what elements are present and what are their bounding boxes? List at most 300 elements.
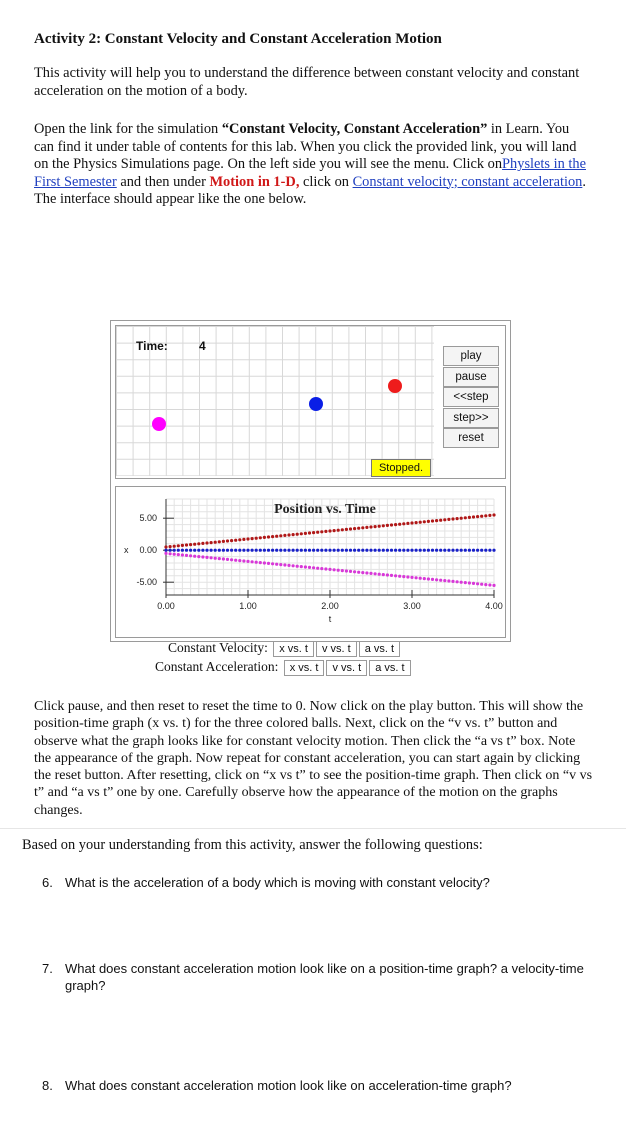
cv-a-vs-t-button[interactable]: a vs. t bbox=[359, 641, 400, 657]
red-point bbox=[316, 531, 319, 534]
blue-point bbox=[415, 549, 418, 552]
red-point bbox=[394, 523, 397, 526]
blue-point bbox=[222, 549, 225, 552]
magenta-point bbox=[439, 579, 442, 582]
magenta-point bbox=[456, 580, 459, 583]
instr-text-5: . The interface should appear like the one below. bbox=[34, 173, 586, 207]
red-point bbox=[451, 517, 454, 520]
red-point bbox=[447, 518, 450, 521]
magenta-point bbox=[210, 556, 213, 559]
x-tick-label: 3.00 bbox=[403, 601, 421, 611]
red-point bbox=[365, 526, 368, 529]
red-point bbox=[259, 536, 262, 539]
red-point bbox=[456, 517, 459, 520]
red-point bbox=[472, 515, 475, 518]
red-point bbox=[398, 523, 401, 526]
magenta-point bbox=[386, 573, 389, 576]
red-ball[interactable] bbox=[388, 379, 402, 393]
blue-point bbox=[345, 549, 348, 552]
magenta-point bbox=[189, 554, 192, 557]
magenta-point bbox=[357, 571, 360, 574]
red-point bbox=[415, 521, 418, 524]
blue-point bbox=[419, 549, 422, 552]
red-point bbox=[480, 515, 483, 518]
red-point bbox=[439, 519, 442, 522]
red-point bbox=[320, 530, 323, 533]
magenta-point bbox=[480, 583, 483, 586]
blue-point bbox=[361, 549, 364, 552]
blue-point bbox=[316, 549, 319, 552]
procedure-paragraph: Click pause, and then reset to reset the time to 0. Now click on the play button. This will show the position-time graph (x vs. t) for the three colored balls. Next, click on the “v vs. t” button and observe what the graph looks like for constant velocity motion. Then click the “a vs t” box. Note the appearance of the graph. Now repeat for constant acceleration, you can start again by clicking the reset button. After resetting, click on “x vs t” to see the position-time graph. Then click on “v vs t” and “a vs t” one by one. Carefully observe how the appearance of the motion on the graphs changes. bbox=[34, 699, 593, 818]
magenta-point bbox=[464, 581, 467, 584]
blue-point bbox=[398, 549, 401, 552]
blue-point bbox=[357, 549, 360, 552]
red-point bbox=[406, 522, 409, 525]
magenta-point bbox=[365, 571, 368, 574]
blue-point bbox=[304, 549, 307, 552]
blue-point bbox=[205, 549, 208, 552]
blue-point bbox=[451, 549, 454, 552]
magenta-point bbox=[246, 560, 249, 563]
red-point bbox=[431, 519, 434, 522]
y-tick-label: 5.00 bbox=[139, 513, 157, 524]
red-point bbox=[279, 534, 282, 537]
blue-point bbox=[410, 549, 413, 552]
magenta-point bbox=[201, 555, 204, 558]
blue-point bbox=[226, 549, 229, 552]
blue-point bbox=[394, 549, 397, 552]
play-button[interactable]: play bbox=[443, 346, 499, 366]
magenta-point bbox=[443, 579, 446, 582]
magenta-point bbox=[251, 560, 254, 563]
red-point bbox=[357, 527, 360, 530]
red-point bbox=[443, 518, 446, 521]
blue-point bbox=[492, 549, 495, 552]
instr-text-4: click on bbox=[299, 173, 353, 190]
blue-point bbox=[164, 549, 167, 552]
red-point bbox=[488, 514, 491, 517]
magenta-point bbox=[320, 567, 323, 570]
red-point bbox=[283, 534, 286, 537]
red-point bbox=[308, 531, 311, 534]
magenta-point bbox=[214, 557, 217, 560]
blue-point bbox=[263, 549, 266, 552]
magenta-point bbox=[279, 563, 282, 566]
magenta-point bbox=[259, 561, 262, 564]
red-point bbox=[193, 543, 196, 546]
blue-point bbox=[242, 549, 245, 552]
blue-point bbox=[402, 549, 405, 552]
magenta-point bbox=[394, 574, 397, 577]
red-point bbox=[312, 531, 315, 534]
red-point bbox=[197, 542, 200, 545]
ca-a-vs-t-button[interactable]: a vs. t bbox=[369, 660, 410, 676]
blue-ball[interactable] bbox=[309, 397, 323, 411]
magenta-point bbox=[226, 558, 229, 561]
magenta-point bbox=[234, 559, 237, 562]
question-8-number: 8. bbox=[42, 1078, 53, 1093]
magenta-point bbox=[468, 581, 471, 584]
blue-point bbox=[259, 549, 262, 552]
blue-point bbox=[423, 549, 426, 552]
blue-point bbox=[246, 549, 249, 552]
blue-point bbox=[488, 549, 491, 552]
red-point bbox=[361, 526, 364, 529]
constant-velocity-link[interactable]: Constant velocity; constant acceleration bbox=[352, 173, 583, 190]
magenta-point bbox=[287, 564, 290, 567]
red-point bbox=[484, 514, 487, 517]
y-tick-label: 0.00 bbox=[139, 545, 157, 556]
blue-point bbox=[337, 549, 340, 552]
magenta-point bbox=[345, 569, 348, 572]
blue-point bbox=[480, 549, 483, 552]
red-point bbox=[464, 516, 467, 519]
red-point bbox=[333, 529, 336, 532]
magenta-point bbox=[173, 553, 176, 556]
blue-point bbox=[234, 549, 237, 552]
question-6-number: 6. bbox=[42, 875, 53, 890]
red-point bbox=[353, 527, 356, 530]
magenta-point bbox=[181, 553, 184, 556]
red-point bbox=[378, 525, 381, 528]
blue-point bbox=[374, 549, 377, 552]
blue-point bbox=[197, 549, 200, 552]
blue-point bbox=[251, 549, 254, 552]
blue-point bbox=[238, 549, 241, 552]
position-time-chart bbox=[116, 487, 505, 637]
blue-point bbox=[193, 549, 196, 552]
blue-point bbox=[185, 549, 188, 552]
red-point bbox=[390, 523, 393, 526]
red-point bbox=[267, 535, 270, 538]
blue-point bbox=[292, 549, 295, 552]
magenta-point bbox=[193, 555, 196, 558]
blue-point bbox=[349, 549, 352, 552]
magenta-point bbox=[242, 559, 245, 562]
magenta-point bbox=[398, 575, 401, 578]
x-axis-label: t bbox=[328, 614, 332, 624]
red-point bbox=[402, 522, 405, 525]
red-point bbox=[242, 538, 245, 541]
blue-point bbox=[447, 549, 450, 552]
red-point bbox=[427, 520, 430, 523]
red-point bbox=[185, 543, 188, 546]
magenta-point bbox=[382, 573, 385, 576]
magenta-point bbox=[419, 577, 422, 580]
y-axis-label: x bbox=[124, 545, 129, 556]
blue-point bbox=[468, 549, 471, 552]
divider bbox=[0, 828, 626, 829]
magenta-point bbox=[410, 576, 413, 579]
red-point bbox=[468, 516, 471, 519]
magenta-point bbox=[353, 570, 356, 573]
magenta-point bbox=[415, 576, 418, 579]
magenta-point bbox=[460, 581, 463, 584]
blue-point bbox=[476, 549, 479, 552]
red-point bbox=[214, 541, 217, 544]
questions-intro: Based on your understanding from this activity, answer the following questions: bbox=[22, 837, 483, 853]
red-point bbox=[251, 537, 254, 540]
magenta-point bbox=[369, 572, 372, 575]
red-point bbox=[271, 535, 274, 538]
magenta-point bbox=[263, 561, 266, 564]
red-point bbox=[300, 532, 303, 535]
red-point bbox=[222, 540, 225, 543]
magenta-point bbox=[374, 572, 377, 575]
blue-point bbox=[214, 549, 217, 552]
red-point bbox=[226, 539, 229, 542]
cv-v-vs-t-button[interactable]: v vs. t bbox=[316, 641, 357, 657]
ca-v-vs-t-button[interactable]: v vs. t bbox=[326, 660, 367, 676]
blue-point bbox=[300, 549, 303, 552]
sim-name: “Constant Velocity, Constant Acceleration” bbox=[221, 121, 488, 137]
magenta-point bbox=[296, 565, 299, 568]
magenta-point bbox=[267, 562, 270, 565]
constant-acceleration-label: Constant Acceleration: bbox=[155, 659, 279, 674]
time-label: Time: bbox=[136, 339, 168, 353]
x-tick-label: 4.00 bbox=[485, 601, 503, 611]
magenta-point bbox=[222, 557, 225, 560]
blue-point bbox=[218, 549, 221, 552]
blue-point bbox=[431, 549, 434, 552]
simulation-panel bbox=[110, 320, 511, 642]
red-point bbox=[230, 539, 233, 542]
blue-point bbox=[255, 549, 258, 552]
question-8-text: What does constant acceleration motion look like on acceleration-time graph? bbox=[65, 1078, 512, 1093]
red-point bbox=[201, 542, 204, 545]
blue-point bbox=[324, 549, 327, 552]
blue-point bbox=[353, 549, 356, 552]
magenta-point bbox=[427, 577, 430, 580]
red-point bbox=[324, 530, 327, 533]
magenta-point bbox=[333, 568, 336, 571]
physlets-link[interactable]: Physlets in the First Semester bbox=[34, 156, 586, 190]
magenta-point bbox=[406, 575, 409, 578]
motion-1d-label: Motion in 1-D, bbox=[209, 173, 300, 190]
magenta-point bbox=[308, 566, 311, 569]
red-point bbox=[423, 520, 426, 523]
red-point bbox=[476, 515, 479, 518]
magenta-point bbox=[447, 579, 450, 582]
blue-point bbox=[460, 549, 463, 552]
red-point bbox=[255, 537, 258, 540]
blue-point bbox=[189, 549, 192, 552]
pause-button[interactable]: pause bbox=[443, 367, 499, 387]
magenta-point bbox=[378, 573, 381, 576]
blue-point bbox=[287, 549, 290, 552]
chart-title: Position vs. Time bbox=[274, 502, 376, 517]
animation-panel bbox=[115, 325, 506, 479]
magenta-point bbox=[292, 564, 295, 567]
blue-point bbox=[308, 549, 311, 552]
magenta-point bbox=[324, 567, 327, 570]
magenta-point bbox=[423, 577, 426, 580]
magenta-point bbox=[431, 578, 434, 581]
red-point bbox=[382, 524, 385, 527]
magenta-point bbox=[271, 562, 274, 565]
red-point bbox=[205, 541, 208, 544]
magenta-point bbox=[177, 553, 180, 556]
blue-point bbox=[201, 549, 204, 552]
magenta-point bbox=[312, 566, 315, 569]
blue-point bbox=[181, 549, 184, 552]
blue-point bbox=[443, 549, 446, 552]
red-point bbox=[374, 525, 377, 528]
magenta-point bbox=[402, 575, 405, 578]
blue-point bbox=[390, 549, 393, 552]
position-time-graph bbox=[115, 486, 506, 638]
red-point bbox=[337, 529, 340, 532]
x-tick-label: 0.00 bbox=[157, 601, 175, 611]
magenta-point bbox=[328, 568, 331, 571]
red-point bbox=[177, 544, 180, 547]
reset-button[interactable]: reset bbox=[443, 428, 499, 448]
red-point bbox=[304, 532, 307, 535]
activity-title: Activity 2: Constant Velocity and Constant Acceleration Motion bbox=[34, 31, 442, 47]
step-button[interactable]: step>> bbox=[443, 408, 499, 428]
magenta-point bbox=[361, 571, 364, 574]
instr-text-2: in Learn. You can find it under table of contents for this lab. When you click the provided link, you will land on the Physics Simulations page. On the left side you will see the menu. Click on bbox=[34, 121, 577, 172]
magenta-point bbox=[451, 580, 454, 583]
magenta-point bbox=[169, 552, 172, 555]
magenta-point bbox=[230, 558, 233, 561]
red-point bbox=[345, 528, 348, 531]
blue-point bbox=[210, 549, 213, 552]
red-point bbox=[181, 544, 184, 547]
red-point bbox=[246, 537, 249, 540]
x-tick-label: 2.00 bbox=[321, 601, 339, 611]
blue-point bbox=[378, 549, 381, 552]
blue-point bbox=[271, 549, 274, 552]
red-point bbox=[218, 540, 221, 543]
magenta-point bbox=[488, 583, 491, 586]
magenta-point bbox=[185, 554, 188, 557]
blue-point bbox=[382, 549, 385, 552]
question-7-text: What does constant acceleration motion look like on a position-time graph? a velocity-time graph? bbox=[65, 961, 584, 993]
magenta-point bbox=[197, 555, 200, 558]
blue-point bbox=[328, 549, 331, 552]
red-point bbox=[419, 521, 422, 524]
magenta-point bbox=[300, 565, 303, 568]
instr-text-1: Open the link for the simulation bbox=[34, 121, 222, 137]
magenta-point bbox=[492, 584, 495, 587]
magenta-point bbox=[238, 559, 241, 562]
blue-point bbox=[456, 549, 459, 552]
intro-paragraph: This activity will help you to understand the difference between constant velocity and constant acceleration on the motion of a body. bbox=[34, 65, 580, 99]
red-point bbox=[369, 525, 372, 528]
question-7-number: 7. bbox=[42, 961, 53, 976]
blue-point bbox=[275, 549, 278, 552]
blue-point bbox=[333, 549, 336, 552]
red-point bbox=[173, 545, 176, 548]
red-point bbox=[210, 541, 213, 544]
question-6-text: What is the acceleration of a body which is moving with constant velocity? bbox=[65, 875, 490, 890]
magenta-point bbox=[435, 578, 438, 581]
status-label: Stopped. bbox=[371, 459, 431, 477]
red-point bbox=[296, 533, 299, 536]
red-point bbox=[164, 545, 167, 548]
ca-x-vs-t-button[interactable]: x vs. t bbox=[284, 660, 325, 676]
blue-point bbox=[173, 549, 176, 552]
blue-point bbox=[296, 549, 299, 552]
constant-velocity-row bbox=[168, 640, 400, 657]
blue-point bbox=[484, 549, 487, 552]
red-point bbox=[263, 536, 266, 539]
red-point bbox=[410, 521, 413, 524]
magenta-point bbox=[316, 567, 319, 570]
y-tick-label: -5.00 bbox=[136, 577, 157, 588]
red-point bbox=[238, 538, 241, 541]
instr-text-3: and then under bbox=[116, 173, 210, 190]
red-point bbox=[292, 533, 295, 536]
blue-point bbox=[169, 549, 172, 552]
blue-point bbox=[279, 549, 282, 552]
blue-point bbox=[406, 549, 409, 552]
blue-point bbox=[472, 549, 475, 552]
blue-point bbox=[177, 549, 180, 552]
red-point bbox=[349, 527, 352, 530]
red-point bbox=[328, 529, 331, 532]
red-point bbox=[169, 545, 172, 548]
red-point bbox=[435, 519, 438, 522]
magenta-point bbox=[349, 570, 352, 573]
red-point bbox=[275, 535, 278, 538]
x-tick-label: 1.00 bbox=[239, 601, 257, 611]
magenta-point bbox=[283, 563, 286, 566]
blue-point bbox=[312, 549, 315, 552]
constant-acceleration-row bbox=[155, 659, 411, 676]
magenta-point bbox=[164, 552, 167, 555]
magenta-point bbox=[218, 557, 221, 560]
magenta-point bbox=[275, 563, 278, 566]
red-point bbox=[386, 524, 389, 527]
blue-point bbox=[320, 549, 323, 552]
magenta-point bbox=[476, 582, 479, 585]
magenta-point bbox=[341, 569, 344, 572]
red-point bbox=[341, 528, 344, 531]
red-point bbox=[460, 517, 463, 520]
magenta-point bbox=[390, 574, 393, 577]
red-point bbox=[189, 543, 192, 546]
magenta-point bbox=[337, 569, 340, 572]
step-button[interactable]: <<step bbox=[443, 387, 499, 407]
magenta-point bbox=[472, 582, 475, 585]
magenta-point bbox=[205, 556, 208, 559]
magenta-point bbox=[304, 565, 307, 568]
red-point bbox=[492, 513, 495, 516]
blue-point bbox=[435, 549, 438, 552]
blue-point bbox=[369, 549, 372, 552]
magenta-ball[interactable] bbox=[152, 417, 166, 431]
constant-velocity-label: Constant Velocity: bbox=[168, 640, 268, 655]
blue-point bbox=[386, 549, 389, 552]
cv-x-vs-t-button[interactable]: x vs. t bbox=[273, 641, 314, 657]
red-point bbox=[234, 539, 237, 542]
instructions-paragraph bbox=[34, 121, 590, 209]
blue-point bbox=[464, 549, 467, 552]
magenta-point bbox=[255, 561, 258, 564]
blue-point bbox=[267, 549, 270, 552]
red-point bbox=[287, 533, 290, 536]
blue-point bbox=[365, 549, 368, 552]
magenta-point bbox=[484, 583, 487, 586]
time-value: 4 bbox=[199, 339, 206, 353]
blue-point bbox=[439, 549, 442, 552]
blue-point bbox=[283, 549, 286, 552]
blue-point bbox=[341, 549, 344, 552]
blue-point bbox=[427, 549, 430, 552]
blue-point bbox=[230, 549, 233, 552]
